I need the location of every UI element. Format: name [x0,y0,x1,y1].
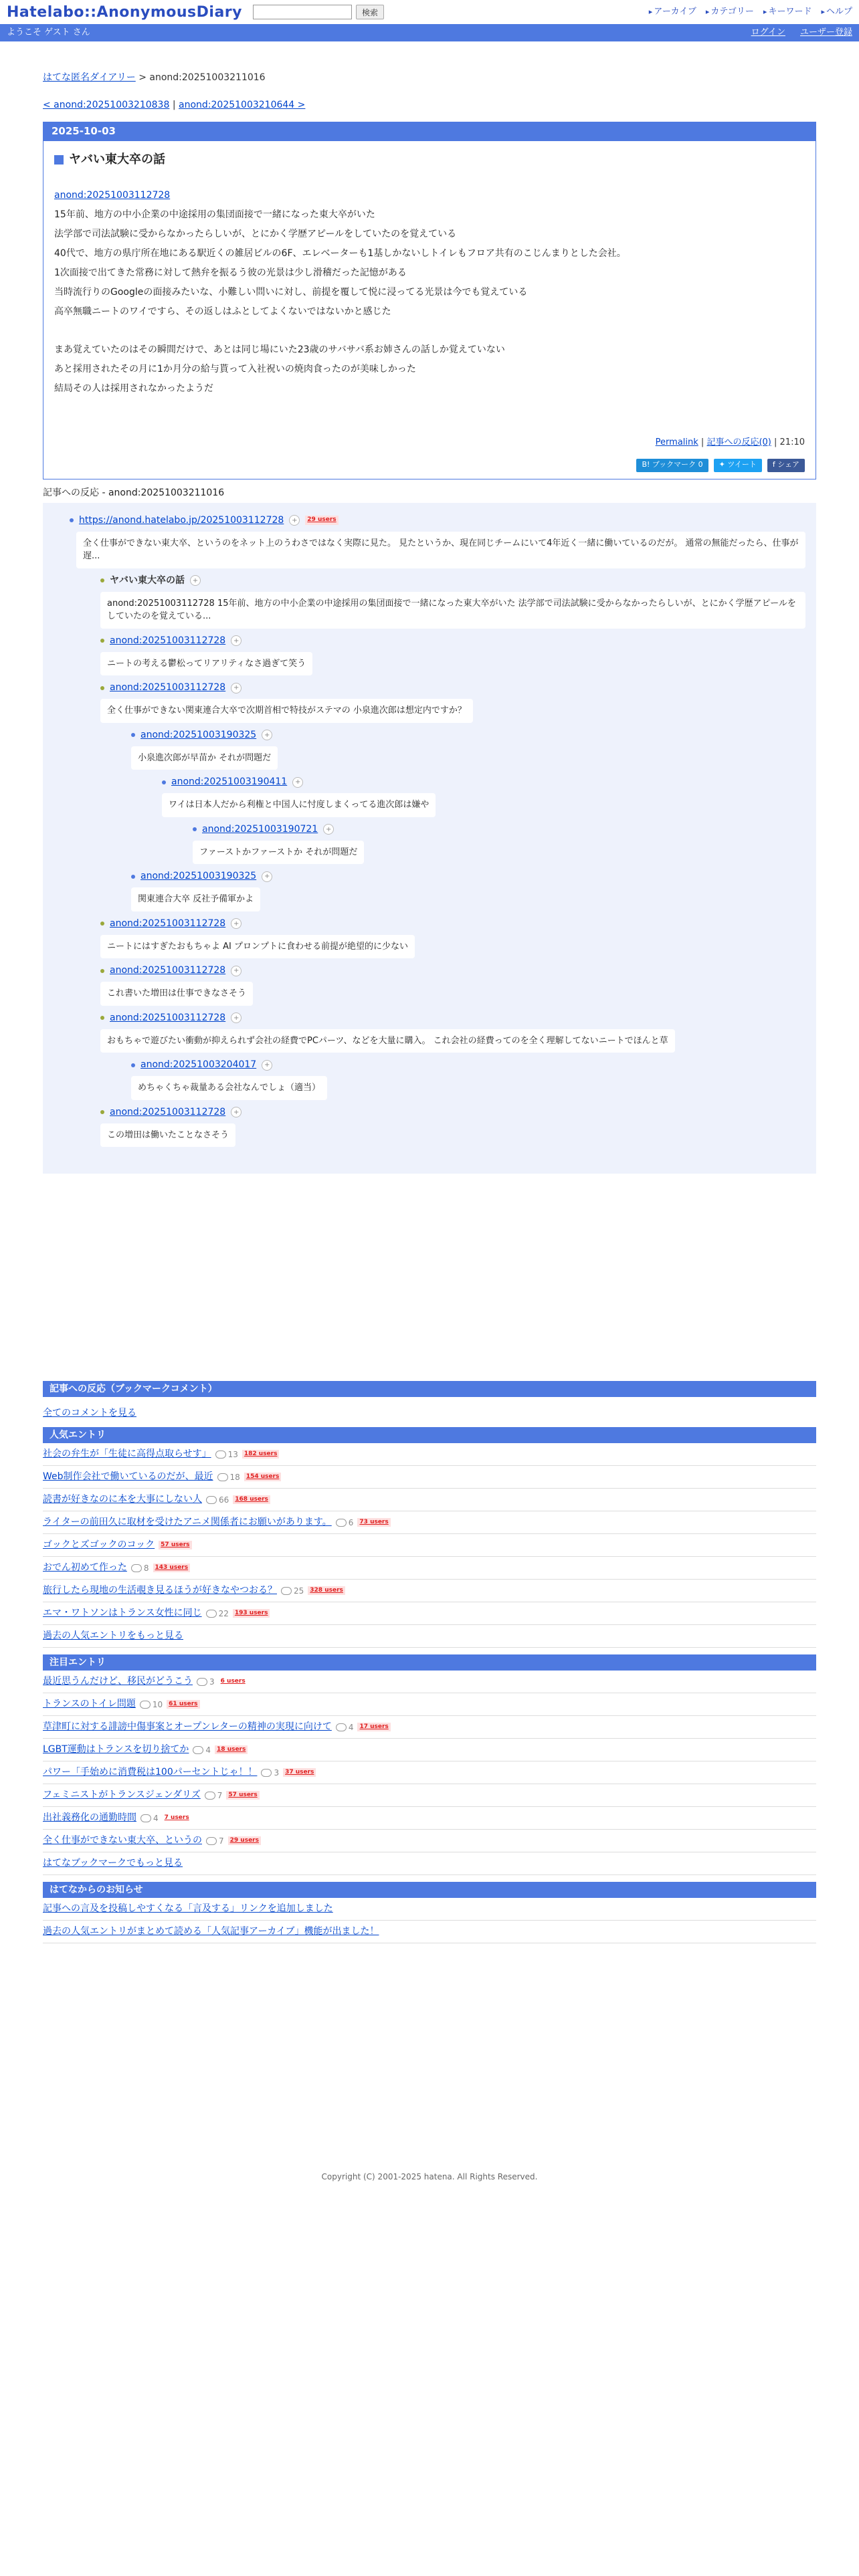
entry-link[interactable]: フェミニストがトランスジェンダリズ [43,1790,201,1800]
entry-link[interactable]: LGBT運動はトランスを切り捨てか [43,1744,189,1755]
prev-entry-link[interactable]: < anond:20251003210838 [43,100,170,110]
popular-list [43,1443,816,1625]
users-badge[interactable]: 17 users [357,1723,390,1732]
search-input[interactable] [253,5,352,19]
bookmark-section-title: 記事への反応（ブックマークコメント） [43,1381,816,1397]
list-item: 旅行したら現地の生活覗き見るほうが好きなやつおる？ 25 328 users [43,1580,816,1602]
reaction-tree [43,503,816,1174]
reaction-quote: この増田は働いたことなさそう [100,1123,235,1148]
entry-link[interactable]: 最近思うんだけど、移民がどうこう [43,1676,193,1687]
reaction-link[interactable]: anond:20251003112728 [110,918,226,929]
bullet-icon [131,733,135,737]
bullet-icon [100,1016,104,1020]
list-item: 社会の弁生が「生徒に高得点取らせす」 13 182 users [43,1443,816,1466]
list-item: 全く仕事ができない東大卒、というの 7 29 users [43,1830,816,1852]
reaction-quote: anond:20251003112728 15年前、地方の中小企業の中途採用の集団面接で一緒になった東大卒がいた 法学部で司法試験に受からなかったらしいが、とにかく学歴アピールをしていたのを覚えている... [100,592,805,629]
site-logo[interactable]: Hatelabo::AnonymousDiary [7,3,242,21]
entry-anchor-link[interactable]: anond:20251003112728 [54,190,171,201]
comment-icon [205,1792,215,1800]
expand-icon[interactable]: + [262,730,272,740]
top-nav [649,5,852,19]
bullet-icon [100,922,104,926]
login-link[interactable]: ログイン [751,27,785,38]
entry-title: ヤバい東大卒の話 [54,150,805,169]
entry-box [43,122,816,479]
entry-line: 40代で、地方の県庁所在地にある駅近くの雑居ビルの6F、エレベーターも1基しかないしトイレもフロア共有のこじんまりとした会社。 [54,248,626,259]
reaction-quote: 全く仕事ができない東大卒、というのをネット上のうわさではなく実際に見た。 見たというか、現在同じチームにいて4年近く一緒に働いているのだが。 通常の無能だったら、仕事が遅... [76,532,805,568]
users-badge[interactable]: 57 users [159,1541,191,1550]
users-badge[interactable]: 154 users [244,1473,282,1482]
notable-list [43,1671,816,1852]
entry-link[interactable]: 草津町に対する誹謗中傷事案とオープンレターの精神の実現に向けて [43,1721,332,1732]
list-item: トランスのトイレ問題 10 61 users [43,1693,816,1716]
next-entry-link[interactable]: anond:20251003210644 > [179,100,306,110]
more-popular-link[interactable]: 過去の人気エントリをもっと見る [43,1625,816,1648]
users-badge[interactable]: 37 users [283,1768,316,1778]
comment-icon [206,1610,217,1618]
entry-line: 15年前、地方の中小企業の中途採用の集団面接で一緒になった東大卒がいた [54,209,375,220]
expand-icon[interactable]: + [262,1060,272,1071]
entry-line: 当時流行りのGoogleの面接みたいな、小難しい問いに対し、前提を覆して悦に浸ってる光景は今でも覚えている [54,287,528,298]
entry-line: 1次面接で出てきた常務に対して熱弁を振るう彼の光景は少し滑稽だった記憶がある [54,267,407,278]
comment-icon [206,1496,217,1504]
comment-icon [131,1564,142,1572]
facebook-icon: f [772,460,778,469]
list-item: フェミニストがトランスジェンダリズ 7 57 users [43,1784,816,1807]
notice-link[interactable]: 過去の人気エントリがまとめて読める「人気記事アーカイブ」機能が出ました！ [43,1926,379,1937]
twitter-icon: ✦ [719,460,728,469]
reaction-node [100,574,805,629]
reaction-title-node: ヤバい東大卒の話 [110,574,185,586]
popular-section-title: 人気エントリ [43,1427,816,1443]
list-item: 最近思うんだけど、移民がどうこう 3 6 users [43,1671,816,1693]
expand-icon[interactable]: + [190,575,201,586]
entry-line: 高卒無職ニートのワイですら、その返しはふとしてよくないではないかと感じた [54,306,391,317]
reaction-node [100,681,805,911]
reaction-link[interactable]: anond:20251003190721 [202,823,318,835]
bullet-icon [193,827,197,831]
list-item: Web制作会社で働いているのだが、最近 18 154 users [43,1466,816,1489]
users-badge[interactable]: 6 users [220,1677,246,1685]
reaction-node [162,775,805,864]
reaction-quote: ニートの考える鬱松ってリアリティなさ過ぎて笑う [100,652,312,676]
list-item: 草津町に対する誹謗中傷事案とオープンレターの精神の実現に向けて 4 17 users [43,1716,816,1739]
bullet-icon [70,518,74,522]
expand-icon[interactable]: + [289,515,300,526]
expand-icon[interactable]: + [231,918,242,929]
users-badge[interactable]: 61 users [167,1700,199,1709]
reaction-node [131,869,805,911]
reaction-node [100,634,805,676]
permalink[interactable]: Permalink [655,437,698,447]
notice-list [43,1898,816,1943]
tweet-button[interactable]: ✦ ツイート [714,459,762,472]
reaction-quote: ニートにはすぎたおもちゃよ AI プロンプトに食わせる前提が絶望的に少ない [100,935,415,959]
entry-link[interactable]: Web制作会社で働いているのだが、最近 [43,1471,213,1482]
reaction-title: 記事への反応 - anond:20251003211016 [43,487,225,498]
reaction-link[interactable]: anond:20251003204017 [140,1059,257,1070]
reaction-link[interactable]: https://anond.hatelabo.jp/20251003112728 [79,514,284,526]
reaction-node [100,1105,805,1148]
bullet-icon [100,969,104,973]
comment-icon [261,1769,272,1777]
users-badge[interactable]: 328 users [308,1586,345,1596]
reaction-quote: おもちゃで遊びたい衝動が抑えられず会社の経費でPCパーツ、などを大量に購入。 これ会社の経費ってのを全く理解してないニートでほんと草 [100,1029,675,1053]
notice-section-title: はてなからのお知らせ [43,1882,816,1898]
entry-line: 結局その人は採用されなかったようだ [54,383,213,394]
comment-icon [215,1451,226,1459]
entry-link[interactable]: 全く仕事ができない東大卒、というの [43,1835,202,1846]
reaction-quote: めちゃくちゃ裁量ある会社なんでしょ（適当） [131,1076,327,1100]
entry-line: まあ覚えていたのはその瞬間だけで、あとは同じ場にいた23歳のサバサバ系お姉さんの話しか覚えていない [54,344,505,355]
users-badge[interactable]: 29 users [305,516,338,525]
reaction-node [70,514,805,1148]
list-item: パワー「手始めに消費税は100パーセントじゃ！！ 3 37 users [43,1761,816,1784]
main-content [43,71,816,2183]
top-bar [0,0,859,24]
notice-link[interactable]: 記事への言及を投稿しやすくなる「言及する」リンクを追加しました [43,1903,333,1914]
title-square-icon [54,155,64,165]
entry-footer: Permalink | 記事への反応(0) | 21:10 [655,437,805,447]
entry-line [54,324,805,338]
entry-time: 21:10 [779,437,805,447]
more-notable-link[interactable]: はてなブックマークでもっと見る [43,1852,816,1875]
entry-link[interactable]: トランスのトイレ問題 [43,1699,136,1709]
nav-category[interactable]: ▸ カテゴリー [706,5,754,19]
reaction-node [131,1058,805,1100]
reaction-link[interactable]: anond:20251003190325 [140,729,257,740]
entry-link[interactable]: 出社義務化の通勤時間 [43,1812,136,1823]
reaction-node [100,917,805,959]
entry-link[interactable]: 社会の弁生が「生徒に高得点取らせす」 [43,1448,211,1459]
reaction-link[interactable]: anond:20251003112728 [110,635,226,646]
users-badge[interactable]: 57 users [226,1791,259,1800]
list-item [43,1534,816,1557]
reaction-node [100,964,805,1006]
user-bar [0,24,859,41]
breadcrumb-current: anond:20251003211016 [149,72,266,83]
search-button[interactable]: 検索 [356,5,384,19]
search-form [253,5,384,19]
nav-help[interactable]: ▸ ヘルプ [821,5,852,19]
expand-icon[interactable]: + [231,1107,242,1117]
expand-icon[interactable]: + [323,824,334,835]
entry-link[interactable]: エマ・ワトソンはトランス女性に同じ [43,1608,202,1618]
register-link[interactable]: ユーザー登録 [799,27,852,38]
reaction-quote: 関東連合大卒 反社予備軍かよ [131,887,260,911]
reaction-node [193,823,805,865]
reaction-link[interactable]: anond:20251003190411 [171,776,288,787]
breadcrumb-home[interactable]: はてな匿名ダイアリー [43,72,136,83]
entry-body [54,208,805,396]
comment-icon [206,1837,217,1845]
bullet-icon [131,1063,135,1067]
entry-link[interactable]: 読書が好きなのに本を大事にしない人 [43,1494,202,1505]
users-badge[interactable]: 7 users [164,1814,189,1821]
notable-section-title: 注目エントリ [43,1654,816,1671]
reaction-node [100,1011,805,1100]
reaction-link[interactable]: anond:20251003112728 [110,1106,226,1117]
comment-icon [336,1723,347,1731]
list-item [43,1921,816,1943]
list-item: おでん初めて作った 8 143 users [43,1557,816,1580]
welcome-text: ようこそ ゲスト さん [7,27,90,38]
expand-icon[interactable]: + [231,966,242,976]
copyright: Copyright (C) 2001-2025 hatena. All Rights Reserved. [321,2172,538,2181]
list-item: 読書が好きなのに本を大事にしない人 66 168 users [43,1489,816,1511]
comment-icon [281,1587,292,1595]
users-badge[interactable]: 73 users [357,1518,390,1527]
users-badge[interactable]: 193 users [233,1609,270,1618]
reaction-link[interactable]: anond:20251003112728 [110,965,226,976]
users-badge[interactable]: 143 users [153,1564,191,1573]
list-item [43,1898,816,1921]
bullet-icon [100,578,104,582]
entry-line: 法学部で司法試験に受からなかったらしいが、とにかく学歴アピールをしていたのを覚えている [54,229,457,239]
expand-icon[interactable]: + [262,871,272,882]
entry-link[interactable]: おでん初めて作った [43,1562,127,1573]
ad-space [43,1174,816,1374]
users-badge[interactable]: 29 users [228,1836,261,1846]
entry-link[interactable]: ライターの前田久に取材を受けたアニメ関係者にお願いがあります。 [43,1517,332,1527]
users-badge[interactable]: 18 users [215,1745,248,1755]
list-item: エマ・ワトソンはトランス女性に同じ 22 193 users [43,1602,816,1625]
share-buttons [54,459,805,472]
users-badge[interactable]: 168 users [233,1495,270,1505]
entry-link[interactable]: ゴックとズゴックのコック [43,1539,155,1550]
expand-icon[interactable]: + [231,635,242,646]
entry-link[interactable]: パワー「手始めに消費税は100パーセントじゃ！！ [43,1767,258,1778]
reaction-link[interactable]: anond:20251003190325 [140,871,257,881]
expand-icon[interactable]: + [231,683,242,693]
bullet-icon [100,686,104,690]
reaction-quote: これ書いた増田は仕事できなさそう [100,982,253,1006]
expand-icon[interactable]: + [231,1012,242,1023]
comment-icon [217,1473,228,1481]
comment-icon [197,1678,207,1686]
nav-keyword[interactable]: ▸ キーワード [763,5,812,19]
users-badge[interactable]: 182 users [242,1450,280,1459]
entry-link[interactable]: 旅行したら現地の生活覗き見るほうが好きなやつおる？ [43,1585,277,1596]
entry-line: あと採用されたその月に1か月分の給与貰って入社祝いの焼肉食ったのが美味しかった [54,364,416,374]
comment-icon [140,1701,151,1709]
facebook-share-button[interactable]: f シェア [767,459,805,472]
reaction-quote: 小泉進次郎が早苗か それが問題だ [131,746,278,770]
list-item: LGBT運動はトランスを切り捨てか 4 18 users [43,1739,816,1761]
list-item: ライターの前田久に取材を受けたアニメ関係者にお願いがあります。 6 73 users [43,1511,816,1534]
breadcrumb: はてな匿名ダイアリー > anond:20251003211016 [43,72,266,83]
hatena-bookmark-button[interactable]: B! ブックマーク 0 [636,459,708,472]
bullet-icon [162,780,166,784]
bullet-icon [131,875,135,879]
reaction-quote: ファーストかファーストか それが問題だ [193,841,364,865]
comment-icon [140,1814,151,1822]
comment-icon [193,1746,203,1754]
reaction-node [131,728,805,865]
all-comments-link[interactable]: 全てのコメントを見る [43,1408,136,1418]
reaction-quote: ワイは日本人だから利権と中国人に忖度しまくってる進次郎は嫌や [162,793,436,817]
list-item: 出社義務化の通勤時間 4 7 users [43,1807,816,1830]
reactions-link[interactable]: 記事への反応(0) [706,437,771,447]
bullet-icon [100,1110,104,1114]
expand-icon[interactable]: + [292,777,303,788]
reaction-link[interactable]: anond:20251003112728 [110,682,226,693]
bullet-icon [100,639,104,643]
nav-archive[interactable]: ▸ アーカイブ [649,5,696,19]
reaction-link[interactable]: anond:20251003112728 [110,1012,226,1023]
reaction-quote: 全く仕事ができない関東連合大卒で次期首相で特技がステマの 小泉進次郎は想定内ですか？ [100,699,473,723]
entry-date: 2025-10-03 [43,122,816,141]
entry-pager: < anond:20251003210838 | anond:20251003210644 > [43,100,306,110]
comment-icon [336,1519,347,1527]
